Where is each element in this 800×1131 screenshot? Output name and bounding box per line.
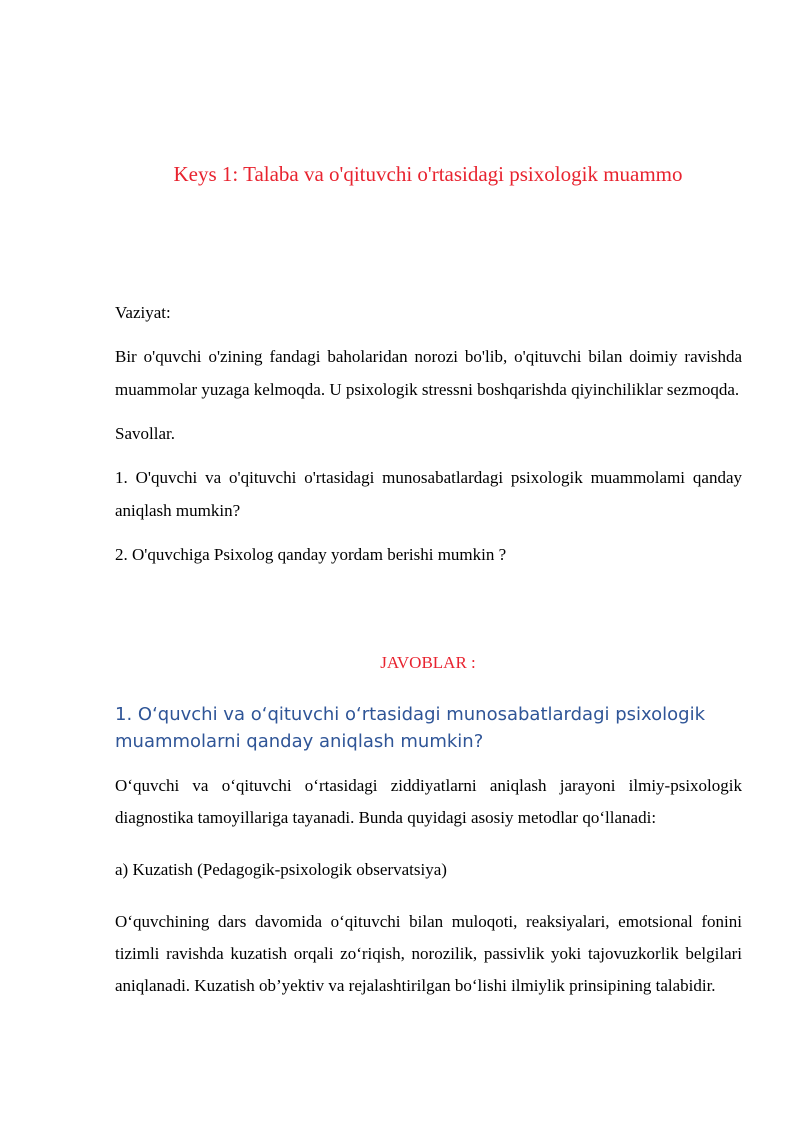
case-body <box>115 296 742 571</box>
question-item-1: 1. O'quvchi va o'qituvchi o'rtasidagi munosabatlardagi psixologik muammolami qanday aniqlash mumkin? <box>115 468 742 520</box>
answer-body <box>115 770 742 1002</box>
situation-label: Vaziyat: <box>115 303 171 322</box>
answers-heading: JAVOBLAR : <box>380 653 476 672</box>
questions-label: Savollar. <box>115 424 175 443</box>
answer-question-heading: 1. O‘quvchi va o‘qituvchi o‘rtasidagi munosabatlardagi psixologik muammolarni qanday aniqlash mumkin? <box>115 704 706 752</box>
method-a-title: a) Kuzatish (Pedagogik-psixologik observatsiya) <box>115 860 447 879</box>
question-item-2: 2. O'quvchiga Psixolog qanday yordam berishi mumkin ? <box>115 545 507 564</box>
method-a-text: O‘quvchining dars davomida o‘qituvchi bilan muloqoti, reaksiyalari, emotsional fonini tizimli ravishda kuzatish orqali zo‘riqish, norozilik, passivlik yoki tajovuzkorlik belgilari aniqlanadi. Kuzatish ob’yektiv va rejalashtirilgan bo‘lishi ilmiylik prinsipining talabidir. <box>115 912 742 995</box>
answer-intro: O‘quvchi va o‘qituvchi o‘rtasidagi ziddiyatlarni aniqlash jarayoni ilmiy-psixologik diagnostika tamoyillariga tayanadi. Bunda quyidagi asosiy metodlar qo‘llanadi: <box>115 776 742 827</box>
case-title: Keys 1: Talaba va o'qituvchi o'rtasidagi psixologik muammo <box>173 162 683 186</box>
situation-text: Bir o'quvchi o'zining fandagi baholaridan norozi bo'lib, o'qituvchi bilan doimiy ravishda muammolar yuzaga kelmoqda. U psixologik stressni boshqarishda qiyinchiliklar sezmoqda. <box>115 347 742 399</box>
